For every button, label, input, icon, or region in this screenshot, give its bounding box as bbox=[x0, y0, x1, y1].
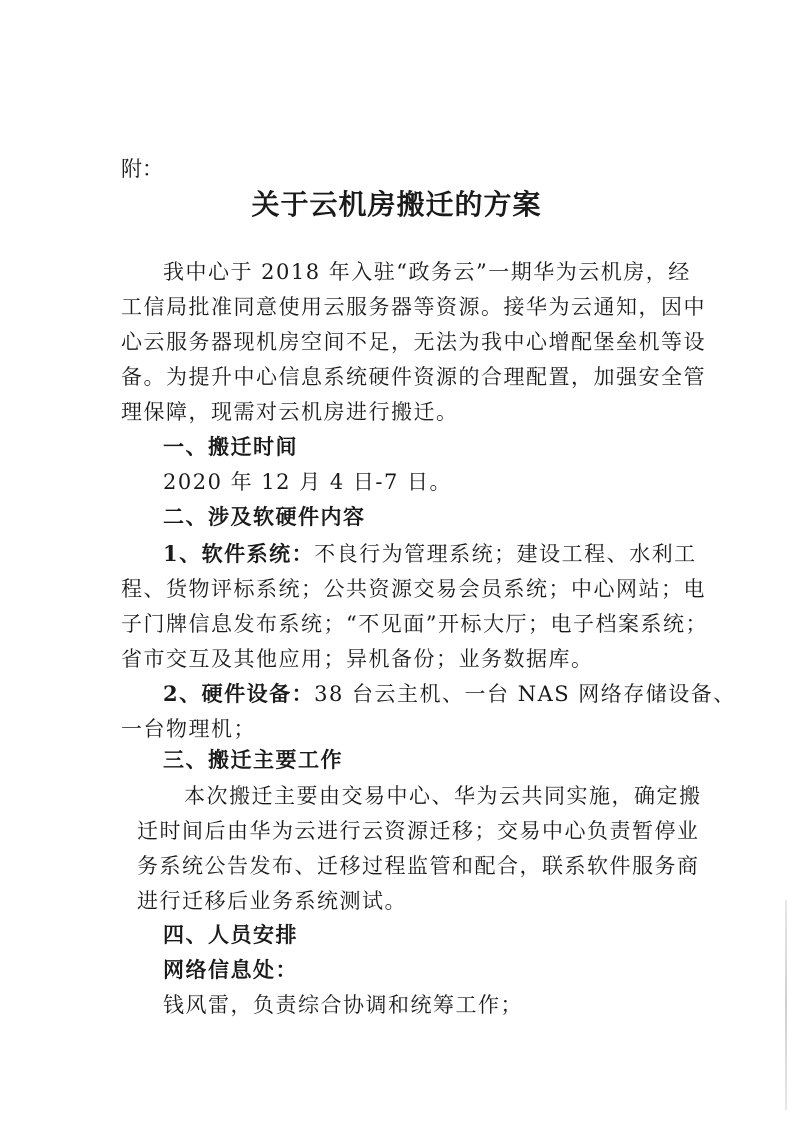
hardware-label: 2、硬件设备： bbox=[163, 681, 315, 706]
section-2-heading: 二、涉及软硬件内容 bbox=[163, 504, 366, 529]
section-4-heading: 四、人员安排 bbox=[163, 922, 298, 947]
intro-line-3: 心云服务器现机房空间不足，无法为我中心增配堡垒机等设 bbox=[121, 330, 706, 354]
intro-line-2: 工信局批准同意使用云服务器等资源。接华为云通知，因中 bbox=[121, 295, 706, 319]
hardware-line-2: 一台物理机； bbox=[121, 717, 256, 741]
hardware-line-1 bbox=[163, 679, 736, 709]
software-line-4: 省市交互及其他应用；异机备份；业务数据库。 bbox=[121, 647, 594, 671]
software-text: 不良行为管理系统；建设工程、水利工 bbox=[314, 542, 697, 566]
section-3-line-1: 本次搬迁主要由交易中心、华为云共同实施，确定搬 bbox=[184, 784, 702, 808]
attachment-label: 附： bbox=[121, 157, 163, 181]
hardware-text: 38 台云主机、一台 NAS 网络存储设备、 bbox=[314, 682, 736, 706]
document-title: 关于云机房搬迁的方案 bbox=[251, 188, 542, 221]
section-3-line-2: 迁时间后由华为云进行云资源迁移；交易中心负责暂停业 bbox=[137, 819, 700, 843]
scan-edge-shadow bbox=[785, 900, 787, 1110]
section-1-text: 2020 年 12 月 4 日-7 日。 bbox=[163, 470, 453, 494]
person-line: 钱风雷，负责综合协调和统筹工作； bbox=[163, 993, 523, 1017]
section-1-heading: 一、搬迁时间 bbox=[163, 434, 298, 459]
intro-line-4: 备。为提升中心信息系统硬件资源的合理配置，加强安全管 bbox=[121, 365, 706, 389]
dept-label: 网络信息处： bbox=[163, 957, 298, 982]
software-line-3: 子门牌信息发布系统；“不见面”开标大厅；电子档案系统； bbox=[121, 612, 708, 636]
section-3-heading: 三、搬迁主要工作 bbox=[163, 747, 343, 772]
software-line-2: 程、货物评标系统；公共资源交易会员系统；中心网站；电 bbox=[121, 577, 706, 601]
software-label: 1、软件系统： bbox=[163, 541, 315, 566]
software-line-1 bbox=[163, 539, 697, 569]
intro-line-1: 我中心于 2018 年入驻“政务云”一期华为云机房，经 bbox=[163, 260, 691, 284]
section-3-line-3: 务系统公告发布、迁移过程监管和配合，联系软件服务商 bbox=[137, 854, 700, 878]
section-3-line-4: 进行迁移后业务系统测试。 bbox=[137, 889, 407, 913]
intro-line-5: 理保障，现需对云机房进行搬迁。 bbox=[121, 400, 459, 424]
